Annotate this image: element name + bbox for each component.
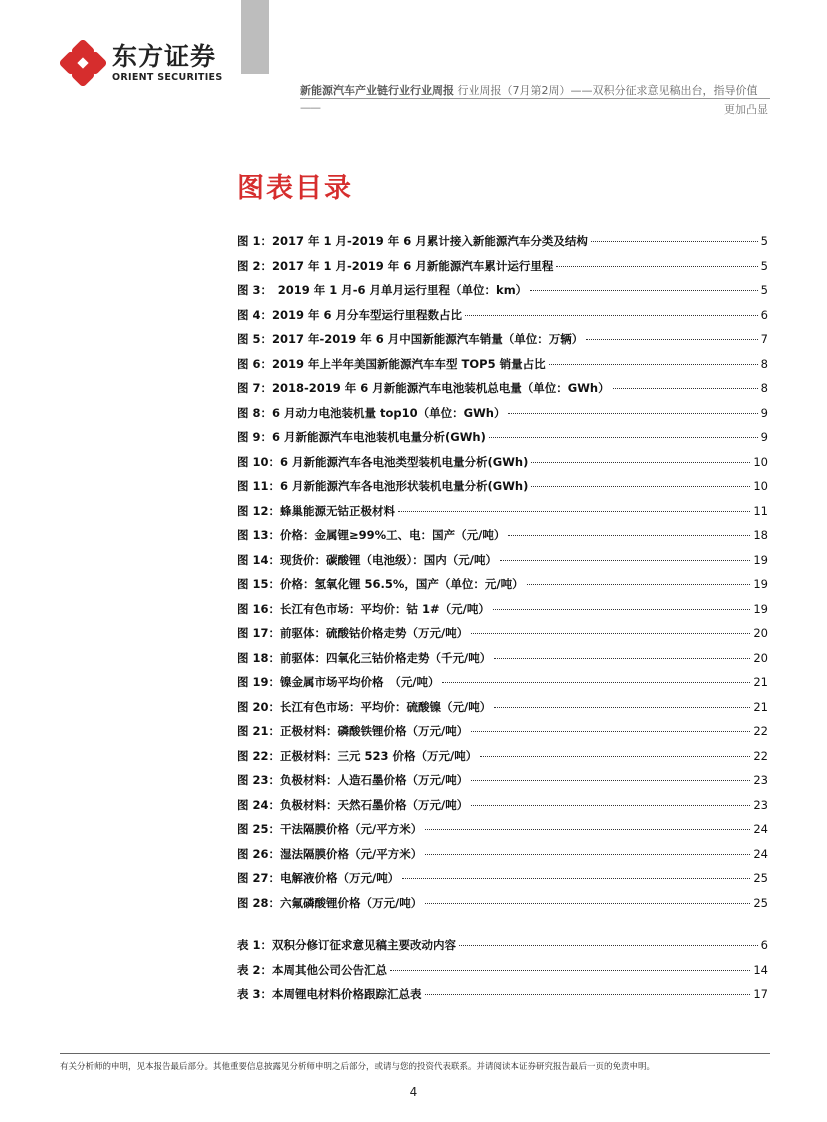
toc-entry-label: 图 1：2017 年 1 月-2019 年 6 月累计接入新能源汽车分类及结构 (237, 234, 588, 248)
toc-entry[interactable] (237, 650, 768, 675)
toc-leader-dots (425, 994, 751, 995)
toc-entry-label: 图 4：2019 年 6 月分车型运行里程数占比 (237, 307, 463, 322)
toc-leader-dots (508, 535, 750, 536)
toc-entry-page: 10 (753, 479, 768, 493)
toc-entry-label: 图 27：电解液价格（万元/吨） (237, 871, 400, 885)
toc-entry-page: 24 (753, 822, 768, 836)
toc-entry[interactable] (237, 258, 768, 283)
toc-leader-dots (493, 609, 751, 610)
toc-entry[interactable] (237, 937, 768, 962)
toc-entry-label: 图 2：2017 年 1 月-2019 年 6 月新能源汽车累计运行里程 (237, 258, 554, 273)
toc-entry-page: 17 (753, 987, 768, 1001)
toc-entry-label: 图 12：蜂巢能源无钴正极材料 (237, 503, 396, 518)
toc-entry-page: 20 (753, 626, 768, 640)
toc-leader-dots (556, 266, 757, 267)
page-number: 4 (409, 1085, 418, 1099)
toc-leader-dots (398, 511, 750, 512)
toc-leader-dots (613, 388, 758, 389)
table-list (237, 937, 768, 1011)
toc-entry[interactable] (237, 870, 768, 895)
toc-entry-page: 23 (753, 797, 768, 812)
toc-entry-label: 图 7：2018-2019 年 6 月新能源汽车电池装机总电量（单位：GWh） (237, 381, 610, 395)
toc-entry[interactable] (237, 405, 768, 430)
toc-entry-label: 图 23：负极材料：人造石墨价格（万元/吨） (237, 773, 469, 787)
toc-entry[interactable] (237, 282, 768, 307)
toc-entry[interactable] (237, 821, 768, 846)
toc-leader-dots (402, 878, 750, 879)
logo-name-en: ORIENT SECURITIES (112, 72, 223, 83)
toc-entry-page: 6 (760, 938, 768, 952)
toc-leader-dots (591, 241, 758, 242)
toc-entry[interactable] (237, 797, 768, 822)
toc-entry[interactable] (237, 331, 768, 356)
toc-leader-dots (508, 413, 757, 414)
toc-entry-page: 5 (760, 283, 768, 297)
toc-leader-dots (471, 780, 750, 781)
report-title-dash: —— (300, 101, 320, 114)
toc-entry-label: 表 1：双积分修订征求意见稿主要改动内容 (237, 938, 457, 952)
toc-entry-page: 8 (760, 381, 768, 395)
toc-entry-page: 20 (753, 650, 768, 665)
toc-entry-page: 18 (753, 528, 768, 542)
report-title-end: 更加凸显 (724, 103, 768, 116)
toc-entry-page: 7 (760, 332, 768, 346)
toc-leader-dots (465, 315, 758, 316)
toc-entry-label: 图 9：6 月新能源汽车电池装机电量分析(GWh) (237, 430, 486, 444)
toc-entry-page: 19 (753, 552, 768, 567)
toc-leader-dots (494, 707, 750, 708)
toc-leader-dots (425, 903, 750, 904)
toc-entry-page: 14 (753, 962, 768, 977)
report-header-title (300, 82, 770, 98)
toc-entry-label: 图 14：现货价：碳酸锂（电池级）：国内（元/吨） (237, 552, 497, 567)
toc-entry[interactable] (237, 527, 768, 552)
toc-entry-page: 10 (753, 454, 768, 469)
toc-entry[interactable] (237, 986, 768, 1011)
toc-entry-label: 图 22：正极材料：三元 523 价格（万元/吨） (237, 748, 478, 763)
toc-entry-label: 图 26：湿法隔膜价格（元/平方米） (237, 846, 423, 861)
toc-entry-label: 图 28：六氟磷酸锂价格（万元/吨） (237, 895, 423, 910)
toc-leader-dots (425, 829, 750, 830)
toc-entry-label: 图 19：镍金属市场平均价格 （元/吨） (237, 675, 440, 689)
toc-leader-dots (494, 658, 750, 659)
toc-entry-label: 图 5：2017 年-2019 年 6 月中国新能源汽车销量（单位：万辆） (237, 332, 584, 346)
toc-entry[interactable] (237, 552, 768, 577)
toc-entry-label: 图 6：2019 年上半年美国新能源汽车车型 TOP5 销量占比 (237, 356, 546, 371)
toc-entry-page: 21 (753, 699, 768, 714)
toc-leader-dots (549, 364, 758, 365)
toc-entry[interactable] (237, 380, 768, 405)
toc-entry-page: 11 (753, 503, 768, 518)
header-decor-block (241, 0, 269, 74)
toc-entry-label: 表 2：本周其他公司公告汇总 (237, 962, 388, 977)
report-category: 新能源汽车产业链行业行业周报 (300, 84, 454, 97)
toc-leader-dots (471, 633, 750, 634)
toc-entry-label: 图 18：前驱体：四氧化三钴价格走势（千元/吨） (237, 650, 492, 665)
toc-leader-dots (471, 731, 750, 732)
toc-entry-page: 9 (760, 430, 768, 444)
toc-entry[interactable] (237, 748, 768, 773)
toc-leader-dots (425, 854, 750, 855)
toc-entry-label: 图 21：正极材料：磷酸铁锂价格（万元/吨） (237, 724, 469, 738)
toc-entry-label: 图 25：干法隔膜价格（元/平方米） (237, 822, 423, 836)
toc-entry-label: 图 20：长江有色市场：平均价：硫酸镍（元/吨） (237, 699, 492, 714)
header-divider (300, 98, 770, 99)
toc-entry-label: 图 10：6 月新能源汽车各电池类型装机电量分析(GWh) (237, 454, 529, 469)
toc-entry[interactable] (237, 576, 768, 601)
toc-entry[interactable] (237, 307, 768, 332)
toc-leader-dots (500, 560, 750, 561)
toc-entry-label: 图 8：6 月动力电池装机量 top10（单位：GWh） (237, 405, 506, 420)
toc-entry-page: 8 (760, 356, 768, 371)
toc-entry-page: 21 (753, 675, 768, 689)
toc-entry[interactable] (237, 699, 768, 724)
toc-leader-dots (459, 945, 758, 946)
toc-entry-page: 5 (760, 258, 768, 273)
footer-divider (60, 1053, 770, 1054)
toc-entry[interactable] (237, 454, 768, 479)
toc-entry-label: 图 11：6 月新能源汽车各电池形状装机电量分析(GWh) (237, 479, 529, 493)
toc-leader-dots (531, 462, 750, 463)
footer-disclaimer: 有关分析师的申明，见本报告最后部分。其他重要信息披露见分析师申明之后部分，或请与您的投资代表联系。并请阅读本证券研究报告最后一页的免责申明。 (60, 1062, 656, 1072)
toc-entry-page: 22 (753, 724, 768, 738)
toc-entry[interactable] (237, 846, 768, 871)
toc-entry[interactable] (237, 601, 768, 626)
toc-entry[interactable] (237, 503, 768, 528)
toc-leader-dots (527, 584, 751, 585)
toc-entry-label: 图 16：长江有色市场：平均价：钴 1#（元/吨） (237, 601, 490, 616)
toc-entry-label: 图 24：负极材料：天然石墨价格（万元/吨） (237, 797, 469, 812)
toc-entry-page: 25 (753, 871, 768, 885)
figure-list (237, 233, 768, 919)
toc-entry[interactable] (237, 723, 768, 748)
toc-leader-dots (442, 682, 750, 683)
toc-entry-page: 19 (753, 601, 768, 616)
toc-entry-label: 图 17：前驱体：硫酸钴价格走势（万元/吨） (237, 626, 469, 640)
toc-entry-label: 图 15：价格：氢氧化锂 56.5%，国产（单位：元/吨） (237, 577, 524, 591)
toc-entry-label: 表 3：本周锂电材料价格跟踪汇总表 (237, 987, 422, 1001)
toc-entry[interactable] (237, 962, 768, 987)
toc-entry[interactable] (237, 429, 768, 454)
toc-leader-dots (471, 805, 750, 806)
toc-entry[interactable] (237, 625, 768, 650)
toc-title: 图表目录 (237, 173, 353, 204)
toc-entry-page: 9 (760, 405, 768, 420)
toc-entry-page: 25 (753, 895, 768, 910)
toc-entry[interactable] (237, 674, 768, 699)
company-logo (60, 40, 222, 86)
toc-entry[interactable] (237, 772, 768, 797)
report-header-title-continued (300, 101, 768, 117)
toc-leader-dots (489, 437, 758, 438)
toc-leader-dots (480, 756, 750, 757)
toc-entry-page: 5 (760, 234, 768, 248)
toc-entry[interactable] (237, 233, 768, 258)
toc-entry-page: 23 (753, 773, 768, 787)
toc-entry-page: 24 (753, 846, 768, 861)
logo-name-cn: 东方证券 (112, 42, 217, 71)
toc-entry-page: 6 (760, 307, 768, 322)
orient-securities-logo-icon (60, 40, 106, 86)
toc-entry[interactable] (237, 895, 768, 920)
toc-entry[interactable] (237, 478, 768, 503)
report-title: 行业周报（7月第2周）——双积分征求意见稿出台，指导价值 (457, 84, 758, 97)
toc-leader-dots (586, 339, 757, 340)
toc-entry-page: 22 (753, 748, 768, 763)
toc-leader-dots (530, 290, 757, 291)
toc-leader-dots (390, 970, 750, 971)
toc-entry-page: 19 (753, 577, 768, 591)
toc-entry-label: 图 3： 2019 年 1 月-6 月单月运行里程（单位：km） (237, 283, 528, 297)
toc-entry[interactable] (237, 356, 768, 381)
toc-entry-label: 图 13：价格：金属锂≥99%工、电：国产（元/吨） (237, 528, 506, 542)
toc-leader-dots (531, 486, 750, 487)
